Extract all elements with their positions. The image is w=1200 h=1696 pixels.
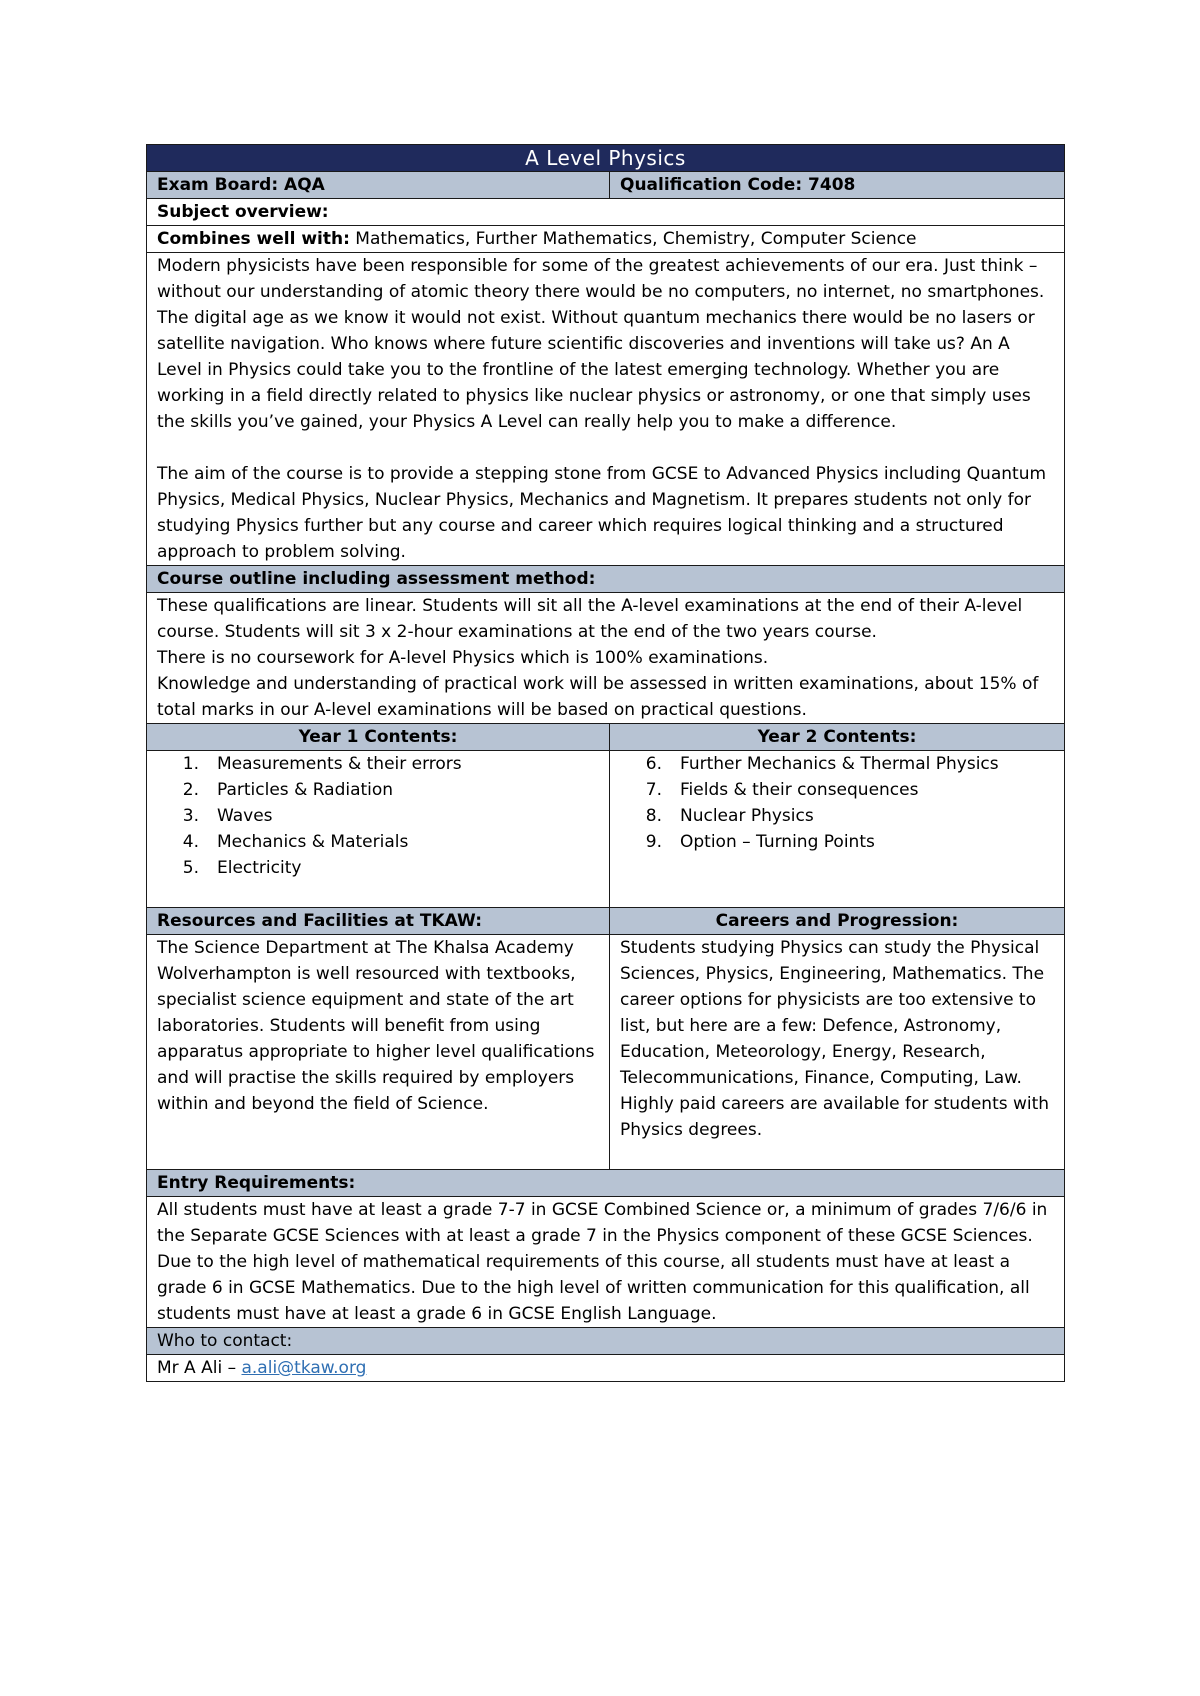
contact-heading: Who to contact:	[147, 1328, 1065, 1355]
entry-text: All students must have at least a grade 7-7 in GCSE Combined Science or, a minimum of grades 7/6/6 in the Separate GCSE Sciences with at least a grade 7 in the Physics component of these GCSE Sciences. Due to the high level of mathematical requirements of this course, all students must have at least a grade 6 in GCSE Mathematics. Due to the high level of written communication for this qualification, all students must have at least a grade 6 in GCSE English Language.	[157, 1200, 1048, 1324]
list-item	[177, 855, 599, 881]
careers-text: Students studying Physics can study the Physical Sciences, Physics, Engineering, Mathematics. The career options for physicists are too extensive to list, but here are a few: Defence, Astronomy, Education, Meteorology, Energy, Research, Telecommunications, Finance, Computing, Law. Highly paid careers are available for students with Physics degrees.	[620, 938, 1050, 1140]
course-info-table	[146, 144, 1065, 1382]
careers-cell	[610, 935, 1065, 1170]
course-outline-heading: Course outline including assessment method:	[147, 566, 1065, 593]
list-text: Electricity	[217, 858, 302, 878]
course-outline-cell	[147, 593, 1065, 724]
list-text: Waves	[217, 806, 273, 826]
qualification-code: Qualification Code: 7408	[610, 172, 1065, 199]
overview-cell	[147, 253, 1065, 566]
year2-contents	[610, 751, 1065, 908]
list-item	[177, 751, 599, 777]
list-number: 7.	[645, 780, 662, 800]
list-number: 2.	[182, 780, 199, 800]
list-text: Particles & Radiation	[217, 780, 394, 800]
overview-paragraph-1: Modern physicists have been responsible for some of the greatest achievements of our era. Just think – without our understanding of atomic theory there would be no computers, no internet, no smartphones. The digital age as we know it would not exist. Without quantum mechanics there would be no lasers or satellite navigation. Who knows where future scientific discoveries and inventions will take us? An A Level in Physics could take you to the frontline of the latest emerging technology. Whether you are working in a field directly related to physics like nuclear physics or astronomy, or one that simply uses the skills you’ve gained, your Physics A Level can really help you to make a difference.	[157, 256, 1045, 432]
course-outline-line: There is no coursework for A-level Physics which is 100% examinations.	[157, 648, 769, 668]
list-text: Option – Turning Points	[680, 832, 875, 852]
list-text: Fields & their consequences	[680, 780, 919, 800]
exam-board: Exam Board: AQA	[147, 172, 610, 199]
list-text: Nuclear Physics	[680, 806, 814, 826]
list-item	[640, 803, 1054, 829]
year1-list	[177, 751, 599, 881]
resources-cell	[147, 935, 610, 1170]
list-number: 5.	[182, 858, 199, 878]
combines-row	[147, 226, 1065, 253]
list-number: 3.	[182, 806, 199, 826]
resources-heading: Resources and Facilities at TKAW:	[147, 908, 610, 935]
list-item	[177, 803, 599, 829]
year2-list	[640, 751, 1054, 855]
list-number: 4.	[182, 832, 199, 852]
list-item	[640, 829, 1054, 855]
overview-paragraph-2: The aim of the course is to provide a stepping stone from GCSE to Advanced Physics including Quantum Physics, Medical Physics, Nuclear Physics, Mechanics and Magnetism. It prepares students not only for studying Physics further but any course and career which requires logical thinking and a structured approach to problem solving.	[157, 464, 1047, 562]
contact-email-link[interactable]: a.ali@tkaw.org	[241, 1358, 367, 1378]
list-number: 8.	[645, 806, 662, 826]
contact-row	[147, 1355, 1065, 1382]
combines-cell	[147, 226, 1065, 253]
year2-heading: Year 2 Contents:	[610, 724, 1065, 751]
overview-row	[147, 253, 1065, 566]
course-outline-line: Knowledge and understanding of practical work will be assessed in written examinations, about 15% of total marks in our A-level examinations will be based on practical questions.	[157, 674, 1039, 720]
course-outline-heading-row	[147, 566, 1065, 593]
combines-label: Combines well with:	[157, 229, 350, 249]
resources-text: The Science Department at The Khalsa Academy Wolverhampton is well resourced with textbooks, specialist science equipment and state of the art laboratories. Students will benefit from using apparatus appropriate to higher level qualifications and will practise the skills required by employers within and beyond the field of Science.	[157, 938, 595, 1114]
year-headings-row	[147, 724, 1065, 751]
entry-heading: Entry Requirements:	[147, 1170, 1065, 1197]
list-item	[640, 777, 1054, 803]
entry-heading-row	[147, 1170, 1065, 1197]
title-row	[147, 145, 1065, 172]
list-item	[177, 777, 599, 803]
subject-overview-heading: Subject overview:	[147, 199, 1065, 226]
list-number: 6.	[645, 754, 662, 774]
list-text: Measurements & their errors	[217, 754, 462, 774]
document-title: A Level Physics	[147, 145, 1065, 172]
list-item	[177, 829, 599, 855]
combines-value: Mathematics, Further Mathematics, Chemistry, Computer Science	[349, 229, 917, 249]
list-number: 9.	[645, 832, 662, 852]
resources-careers-row	[147, 935, 1065, 1170]
entry-cell	[147, 1197, 1065, 1328]
subject-overview-row	[147, 199, 1065, 226]
entry-row	[147, 1197, 1065, 1328]
exam-info-row	[147, 172, 1065, 199]
course-outline-line: These qualifications are linear. Students will sit all the A-level examinations at the end of their A-level course. Students will sit 3 x 2-hour examinations at the end of the two years course.	[157, 596, 1023, 642]
paragraph-spacer	[157, 435, 1054, 461]
resources-careers-heading-row	[147, 908, 1065, 935]
course-outline-row	[147, 593, 1065, 724]
list-text: Mechanics & Materials	[217, 832, 409, 852]
contact-heading-row	[147, 1328, 1065, 1355]
list-text: Further Mechanics & Thermal Physics	[680, 754, 999, 774]
year1-contents	[147, 751, 610, 908]
contact-cell	[147, 1355, 1065, 1382]
list-item	[640, 751, 1054, 777]
year1-heading: Year 1 Contents:	[147, 724, 610, 751]
list-number: 1.	[182, 754, 199, 774]
careers-heading: Careers and Progression:	[610, 908, 1065, 935]
contact-name: Mr A Ali –	[157, 1358, 242, 1378]
year-contents-row	[147, 751, 1065, 908]
